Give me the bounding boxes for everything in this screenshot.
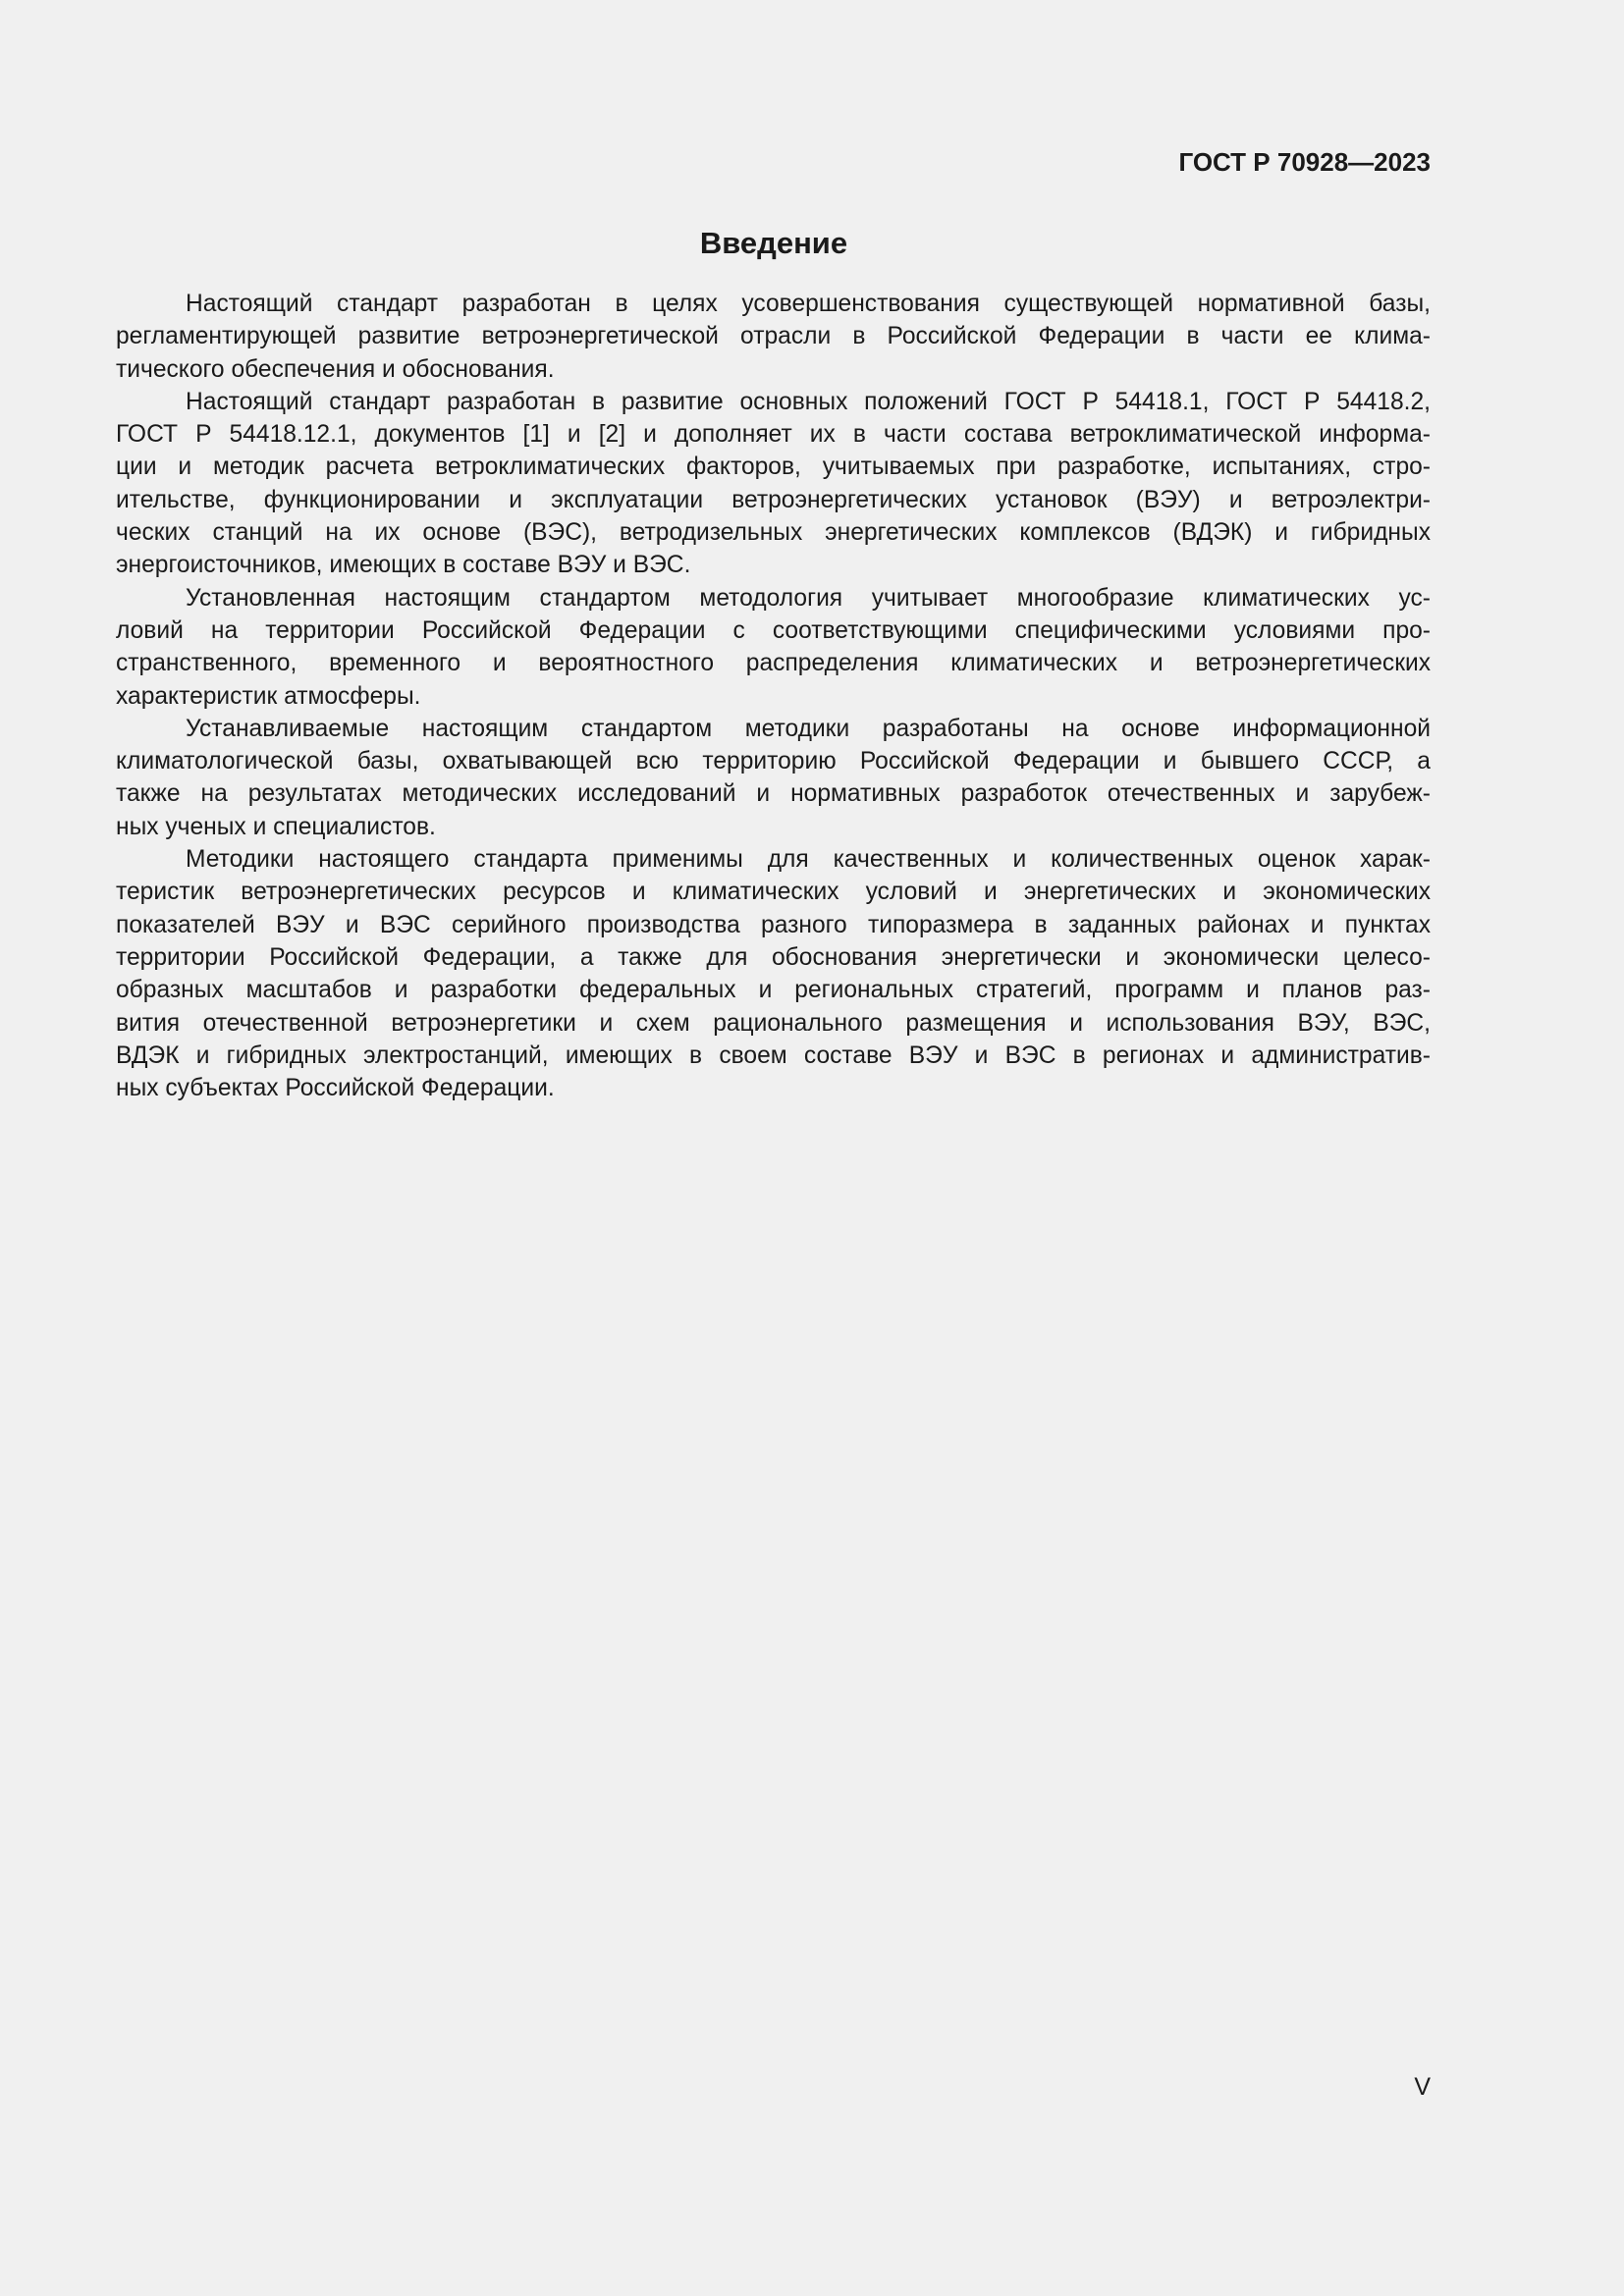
text-line: тического обеспечения и обоснования.: [116, 355, 555, 383]
text-line: странственного, временного и вероятностного распределения климатических и ветроэнергетических: [116, 650, 1431, 677]
text-line: ловий на территории Российской Федерации с соответствующими специфическими условиями про-: [116, 616, 1431, 644]
text-line: ческих станций на их основе (ВЭС), ветродизельных энергетических комплексов (ВДЭК) и гибридных: [116, 519, 1431, 547]
text-line: вития отечественной ветроэнергетики и схем рационального размещения и использования ВЭУ, ВЭС,: [116, 1009, 1431, 1037]
paragraph: [116, 713, 1431, 843]
text-line: Устанавливаемые настоящим стандартом методики разработаны на основе информационной: [186, 715, 1431, 742]
text-line: климатологической базы, охватывающей всю территорию Российской Федерации и бывшего СССР, а: [116, 748, 1431, 775]
paragraph: [116, 582, 1431, 713]
text-line: регламентирующей развитие ветроэнергетической отрасли в Российской Федерации в части ее клима-: [116, 323, 1431, 350]
text-line: Установленная настоящим стандартом методология учитывает многообразие климатических ус-: [186, 584, 1431, 612]
document-code: ГОСТ Р 70928—2023: [1178, 147, 1431, 177]
text-line: ции и методик расчета ветроклиматических факторов, учитываемых при разработке, испытаниях, стро-: [116, 454, 1431, 481]
text-line: ных ученых и специалистов.: [116, 813, 436, 840]
text-line: ных субъектах Российской Федерации.: [116, 1075, 555, 1102]
text-line: территории Российской Федерации, а также для обоснования энергетически и экономически целесо-: [116, 943, 1431, 971]
page-number: V: [1414, 2073, 1431, 2101]
text-line: теристик ветроэнергетических ресурсов и климатических условий и энергетических и экономических: [116, 879, 1431, 906]
text-line: характеристик атмосферы.: [116, 682, 421, 710]
text-line: Настоящий стандарт разработан в развитие основных положений ГОСТ Р 54418.1, ГОСТ Р 54418.2,: [186, 388, 1431, 415]
paragraph: [116, 843, 1431, 1104]
body-text: [116, 288, 1431, 1104]
text-line: образных масштабов и разработки федеральных и региональных стратегий, программ и планов раз-: [116, 977, 1431, 1004]
section-title: Введение: [699, 226, 848, 260]
text-line: Настоящий стандарт разработан в целях усовершенствования существующей нормативной базы,: [186, 291, 1431, 317]
text-line: ГОСТ Р 54418.12.1, документов [1] и [2] и дополняет их в части состава ветроклиматической информа-: [116, 421, 1431, 449]
text-line: также на результатах методических исследований и нормативных разработок отечественных и зарубеж-: [116, 780, 1431, 808]
text-line: показателей ВЭУ и ВЭС серийного производства разного типоразмера в заданных районах и пунктах: [116, 911, 1431, 938]
text-line: ВДЭК и гибридных электростанций, имеющих в своем составе ВЭУ и ВЭС в регионах и административ-: [116, 1041, 1431, 1069]
paragraph: [116, 288, 1431, 386]
paragraph: [116, 386, 1431, 582]
text-line: ительстве, функционировании и эксплуатации ветроэнергетических установок (ВЭУ) и ветроэлектри-: [116, 486, 1431, 513]
text-line: энергоисточников, имеющих в составе ВЭУ и ВЭС.: [116, 552, 691, 579]
text-line: Методики настоящего стандарта применимы для качественных и количественных оценок харак-: [186, 846, 1431, 874]
